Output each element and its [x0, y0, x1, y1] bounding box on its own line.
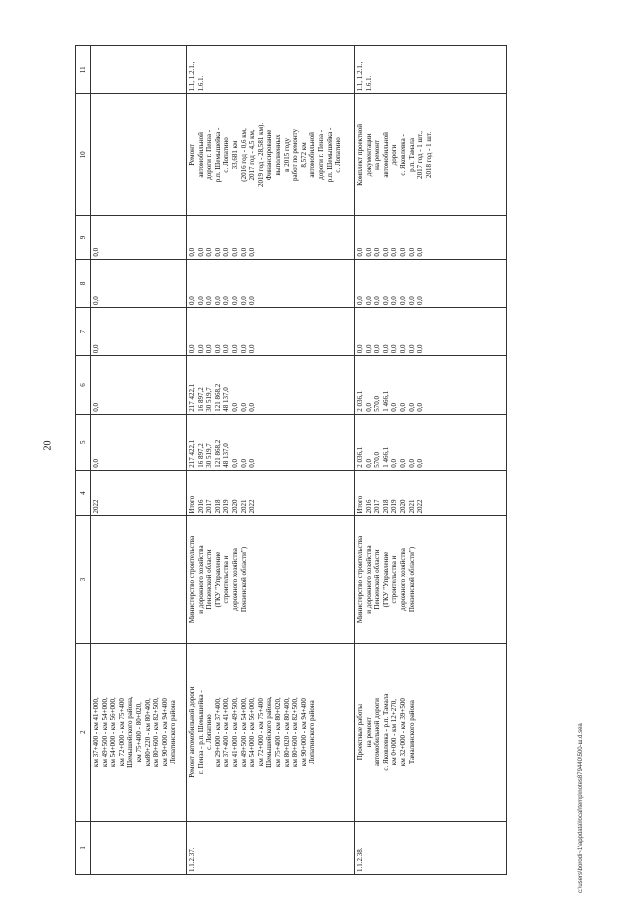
row-number: 1.1.2.37. [188, 847, 196, 872]
other-sources-line: 0,0 [92, 247, 100, 257]
regional-budget-cell [355, 356, 507, 414]
measure-name-line: км 72+000 - км 75+400 [117, 698, 126, 767]
regional-budget-line: 2 036,1 [356, 390, 364, 412]
regional-budget-line: 121 868,2 [213, 383, 222, 412]
federal-budget-line: 0,0 [381, 344, 390, 354]
total-funding-cell [355, 414, 507, 470]
total-funding-line: 121 868,2 [213, 439, 222, 468]
other-sources-line: 0,0 [373, 247, 382, 257]
measure-name-line: Шемышейского района, [126, 696, 135, 768]
executor-cell [91, 516, 187, 643]
other-sources-line: 0,0 [381, 247, 390, 257]
col-header: 10 [76, 94, 91, 216]
federal-budget-line: 0,0 [390, 344, 399, 354]
row-number: 1.1.2.38. [356, 847, 364, 872]
other-sources-line: 0,0 [398, 247, 407, 257]
years-line: Итого [356, 495, 364, 514]
measure-name-line: км 32+000 - км 39+500 [398, 698, 407, 767]
total-funding-line: 0,0 [364, 458, 373, 468]
expected-result-line: р.п. Шемышейка - [325, 127, 334, 183]
total-funding-line: 0,0 [407, 458, 416, 468]
local-budget-cell [187, 259, 355, 307]
federal-budget-line: 0,0 [373, 344, 382, 354]
col-header: 7 [76, 307, 91, 355]
years-line: 2021 [239, 499, 248, 514]
col-header: 3 [76, 516, 91, 643]
indicator-ref-line: 1.6.1. [196, 75, 205, 92]
expected-result-line: работ по ремонту [291, 128, 300, 181]
local-budget-line: 0,0 [381, 296, 390, 305]
measure-name-line: с. Яковлевка - р.п. Тамала [381, 693, 390, 771]
federal-budget-line: 0,0 [364, 344, 373, 354]
other-sources-cell [355, 216, 507, 259]
col-header: 4 [76, 470, 91, 516]
regional-budget-line: 48 137,0 [222, 387, 231, 412]
measure-name-line: км 80+600 - км 82+500, [291, 697, 300, 767]
years-line: 2016 [196, 499, 205, 514]
expected-result-line: дороги г. Пенза - [316, 129, 325, 180]
indicator-ref-line: 1.1, 1.2.1., [356, 61, 364, 92]
row-number-cell [187, 821, 355, 874]
local-budget-line: 0,0 [407, 296, 416, 305]
federal-budget-line: 0,0 [407, 344, 416, 354]
col-header: 2 [76, 643, 91, 821]
local-budget-line: 0,0 [230, 296, 239, 305]
local-budget-line: 0,0 [188, 296, 196, 305]
federal-budget-line: 0,0 [213, 344, 222, 354]
other-sources-line: 0,0 [188, 247, 196, 257]
years-line: 2021 [407, 499, 416, 514]
other-sources-cell [187, 216, 355, 259]
measure-name-line: км 49+500 - км 54+000, [100, 697, 109, 767]
measure-name-line: км 0+000 - км 12+270, [390, 699, 399, 766]
other-sources-line: 0,0 [239, 247, 248, 257]
table-body [91, 46, 507, 875]
years-line: 2017 [373, 499, 382, 514]
local-budget-line: 0,0 [92, 296, 100, 305]
expected-result-line: 2018 год - 1 шт. [424, 131, 433, 178]
federal-budget-cell [91, 307, 187, 355]
local-budget-line: 0,0 [356, 296, 364, 305]
expected-result-line: 33,681 км [230, 140, 239, 170]
federal-budget-line: 0,0 [188, 344, 196, 354]
years-line: Итого [188, 495, 196, 514]
executor-line: дорожного хозяйства [230, 548, 239, 611]
years-line: 2017 [205, 499, 214, 514]
other-sources-line: 0,0 [222, 247, 231, 257]
executor-line: (ГКУ "Управление [381, 551, 390, 608]
executor-line: Пензенской области") [407, 546, 416, 613]
local-budget-line: 0,0 [390, 296, 399, 305]
other-sources-line: 0,0 [390, 247, 399, 257]
col-header: 1 [76, 821, 91, 874]
indicator-ref-cell [91, 46, 187, 94]
expected-result-line: с. Яковлевка - [398, 134, 407, 176]
other-sources-line: 0,0 [196, 247, 205, 257]
footer-path: c:\users\borodi~1\appdata\local\temp\notes879440\500-ш.d.sea [578, 723, 584, 893]
executor-line: и дорожного хозяйства [364, 545, 373, 614]
years-line: 2022 [92, 499, 100, 514]
measure-name-line: км 37+400 - км 41+000, [92, 697, 100, 767]
executor-line: дорожного хозяйства [398, 548, 407, 611]
local-budget-line: 0,0 [239, 296, 248, 305]
local-budget-cell [355, 259, 507, 307]
row-number-cell [355, 821, 507, 874]
measure-name-line: км 29+000 - км 37+400, [213, 697, 222, 767]
other-sources-line: 0,0 [356, 247, 364, 257]
measure-name-line: км 49+500 - км 54+000, [239, 697, 248, 767]
other-sources-line: 0,0 [407, 247, 416, 257]
expected-result-cell [355, 94, 507, 216]
regional-budget-cell [187, 356, 355, 414]
federal-budget-line: 0,0 [248, 344, 257, 354]
total-funding-line: 30 519,7 [205, 443, 214, 468]
measure-name-line: км80+220 - км 80+400, [143, 698, 152, 767]
measure-name-line: км 80+600 - км 82+500, [152, 697, 161, 767]
regional-budget-line: 217 422,1 [188, 383, 196, 412]
expected-result-line: на ремонт [373, 139, 382, 170]
local-budget-line: 0,0 [248, 296, 257, 305]
executor-cell [355, 516, 507, 643]
federal-budget-line: 0,0 [196, 344, 205, 354]
measure-name-cell [355, 643, 507, 821]
total-funding-line: 16 897,2 [196, 443, 205, 468]
total-funding-line: 0,0 [92, 458, 100, 468]
measure-name-line: Лопатинского района [308, 700, 317, 764]
total-funding-line: 0,0 [248, 458, 257, 468]
expected-result-line: 2017 год - 4,5 км, [248, 129, 257, 181]
measure-name-line: г. Пенза - р.п. Шемышейка - [196, 690, 205, 774]
expected-result-line: с. Лопатино [334, 137, 343, 173]
page-number: 20 [42, 440, 54, 451]
expected-result-line: 2017 год - 1 шт., [416, 131, 425, 179]
total-funding-line: 0,0 [230, 458, 239, 468]
years-line: 2018 [381, 499, 390, 514]
regional-budget-line: 0,0 [248, 403, 257, 412]
regional-budget-line: 0,0 [92, 403, 100, 412]
measure-name-line: км 54+000 - км 56+000, [248, 697, 257, 767]
regional-budget-cell [91, 356, 187, 414]
federal-budget-line: 0,0 [416, 344, 425, 354]
executor-line: Министерство строительства [356, 535, 364, 624]
federal-budget-cell [187, 307, 355, 355]
executor-line: и дорожного хозяйства [196, 545, 205, 614]
years-line: 2020 [398, 499, 407, 514]
other-sources-line: 0,0 [416, 247, 425, 257]
executor-line: Пензенской области [373, 549, 382, 610]
expected-result-line: выполненных [273, 134, 282, 176]
measure-name-cell [187, 643, 355, 821]
program-table [75, 45, 507, 875]
expected-result-line: автомобильной [381, 132, 390, 178]
measure-name-line: Лопатинского района [169, 700, 178, 764]
expected-result-line: в 2015 году [282, 137, 291, 172]
years-line: 2019 [222, 499, 231, 514]
years-line: 2016 [364, 499, 373, 514]
col-header: 11 [76, 46, 91, 94]
regional-budget-line: 0,0 [416, 403, 425, 412]
measure-name-line: км 75+400 - км 80+020, [273, 697, 282, 767]
local-budget-line: 0,0 [205, 296, 214, 305]
measure-name-line: с. Лопатино [205, 714, 214, 750]
rotated-table-container [75, 45, 485, 875]
indicator-ref-line: 1.6.1. [364, 75, 373, 92]
measure-name-cell [91, 643, 187, 821]
expected-result-line: автомобильной [196, 132, 205, 178]
local-budget-line: 0,0 [373, 296, 382, 305]
regional-budget-line: 0,0 [390, 403, 399, 412]
regional-budget-line: 30 519,7 [205, 387, 214, 412]
executor-line: Министерство строительства [188, 535, 196, 624]
measure-name-line: автомобильной дороги [373, 698, 382, 767]
other-sources-line: 0,0 [205, 247, 214, 257]
regional-budget-line: 0,0 [239, 403, 248, 412]
federal-budget-line: 0,0 [398, 344, 407, 354]
total-funding-line: 0,0 [390, 458, 399, 468]
other-sources-line: 0,0 [248, 247, 257, 257]
executor-line: Пензенской области [205, 549, 214, 610]
col-header: 8 [76, 259, 91, 307]
total-funding-line: 1 466,1 [381, 446, 390, 468]
total-funding-line: 0,0 [398, 458, 407, 468]
expected-result-line: Ремонт [188, 144, 196, 166]
local-budget-line: 0,0 [398, 296, 407, 305]
federal-budget-line: 0,0 [230, 344, 239, 354]
measure-name-line: км 41+000 - км 49+500, [230, 697, 239, 767]
expected-result-line: автомобильной [308, 132, 317, 178]
local-budget-line: 0,0 [364, 296, 373, 305]
indicator-ref-cell [355, 46, 507, 94]
regional-budget-line: 0,0 [407, 403, 416, 412]
years-line: 2022 [416, 499, 425, 514]
regional-budget-line: 570,0 [373, 396, 382, 412]
regional-budget-line: 0,0 [398, 403, 407, 412]
local-budget-cell [91, 259, 187, 307]
expected-result-cell [91, 94, 187, 216]
measure-name-line: на ремонт [364, 717, 373, 748]
total-funding-line: 0,0 [416, 458, 425, 468]
indicator-ref-cell [187, 46, 355, 94]
measure-name-line: Проектные работы [356, 703, 364, 761]
federal-budget-line: 0,0 [92, 344, 100, 354]
other-sources-line: 0,0 [230, 247, 239, 257]
measure-name-line: км 90+000 - км 94+400 [160, 698, 169, 767]
years-cell [187, 470, 355, 516]
federal-budget-cell [355, 307, 507, 355]
years-line: 2018 [213, 499, 222, 514]
regional-budget-line: 0,0 [364, 403, 373, 412]
total-funding-cell [91, 414, 187, 470]
measure-name-line: км 54+000 - км 56+000, [109, 697, 118, 767]
regional-budget-line: 1 466,1 [381, 390, 390, 412]
years-cell [355, 470, 507, 516]
years-line: 2022 [248, 499, 257, 514]
total-funding-cell [187, 414, 355, 470]
expected-result-line: р.п. Шемышейка - [213, 127, 222, 183]
executor-line: Пензенской области") [239, 546, 248, 613]
executor-line: строительства и [222, 555, 231, 604]
local-budget-line: 0,0 [213, 296, 222, 305]
expected-result-line: (2016 год - 0,6 км, [239, 128, 248, 182]
expected-result-line: р.п. Тамала [407, 137, 416, 172]
row-number-cell [91, 821, 187, 874]
expected-result-line: дороги г. Пенза - [205, 129, 214, 180]
regional-budget-line: 16 897,2 [196, 387, 205, 412]
years-cell [91, 470, 187, 516]
measure-name-line: км 37+400 - км 41+000, [222, 697, 231, 767]
total-funding-line: 217 422,1 [188, 439, 196, 468]
federal-budget-line: 0,0 [222, 344, 231, 354]
years-line: 2019 [390, 499, 399, 514]
header-row [76, 46, 91, 875]
federal-budget-line: 0,0 [356, 344, 364, 354]
measure-name-line: км 80+020 - км 80+400, [282, 697, 291, 767]
expected-result-line: с. Лопатино [222, 137, 231, 173]
local-budget-line: 0,0 [196, 296, 205, 305]
table-row [355, 46, 507, 875]
measure-name-line: км 75+400 - 80+020, [134, 702, 143, 763]
measure-name-line: км 90+000 - км 94+400 [299, 698, 308, 767]
years-line: 2020 [230, 499, 239, 514]
indicator-ref-line: 1.1, 1.2.1., [188, 61, 196, 92]
executor-cell [187, 516, 355, 643]
executor-line: строительства и [390, 555, 399, 604]
total-funding-line: 48 137,0 [222, 443, 231, 468]
local-budget-line: 0,0 [222, 296, 231, 305]
expected-result-cell [187, 94, 355, 216]
measure-name-line: Шемышейского района, [265, 696, 274, 768]
measure-name-line: Тамалинского района [407, 700, 416, 765]
col-header: 9 [76, 216, 91, 259]
col-header: 5 [76, 414, 91, 470]
expected-result-line: Комплект проектной [356, 123, 364, 186]
executor-line: (ГКУ "Управление [213, 551, 222, 608]
total-funding-line: 2 036,1 [356, 446, 364, 468]
federal-budget-line: 0,0 [205, 344, 214, 354]
expected-result-line: 8,572 км [299, 142, 308, 168]
expected-result-line: дороги [390, 144, 399, 166]
measure-name-line: км 72+000 - км 75+400 [256, 698, 265, 767]
expected-result-line: Финансирование [265, 129, 274, 181]
measure-name-line: Ремонт автомобильной дороги [188, 686, 196, 778]
other-sources-cell [91, 216, 187, 259]
total-funding-line: 570,0 [373, 451, 382, 468]
expected-result-line: документации [364, 133, 373, 177]
other-sources-line: 0,0 [213, 247, 222, 257]
table-row [187, 46, 355, 875]
total-funding-line: 0,0 [239, 458, 248, 468]
table-row [91, 46, 187, 875]
federal-budget-line: 0,0 [239, 344, 248, 354]
expected-result-line: 2019 год - 28,581 км). [256, 122, 265, 187]
regional-budget-line: 0,0 [230, 403, 239, 412]
local-budget-line: 0,0 [416, 296, 425, 305]
other-sources-line: 0,0 [364, 247, 373, 257]
col-header: 6 [76, 356, 91, 414]
